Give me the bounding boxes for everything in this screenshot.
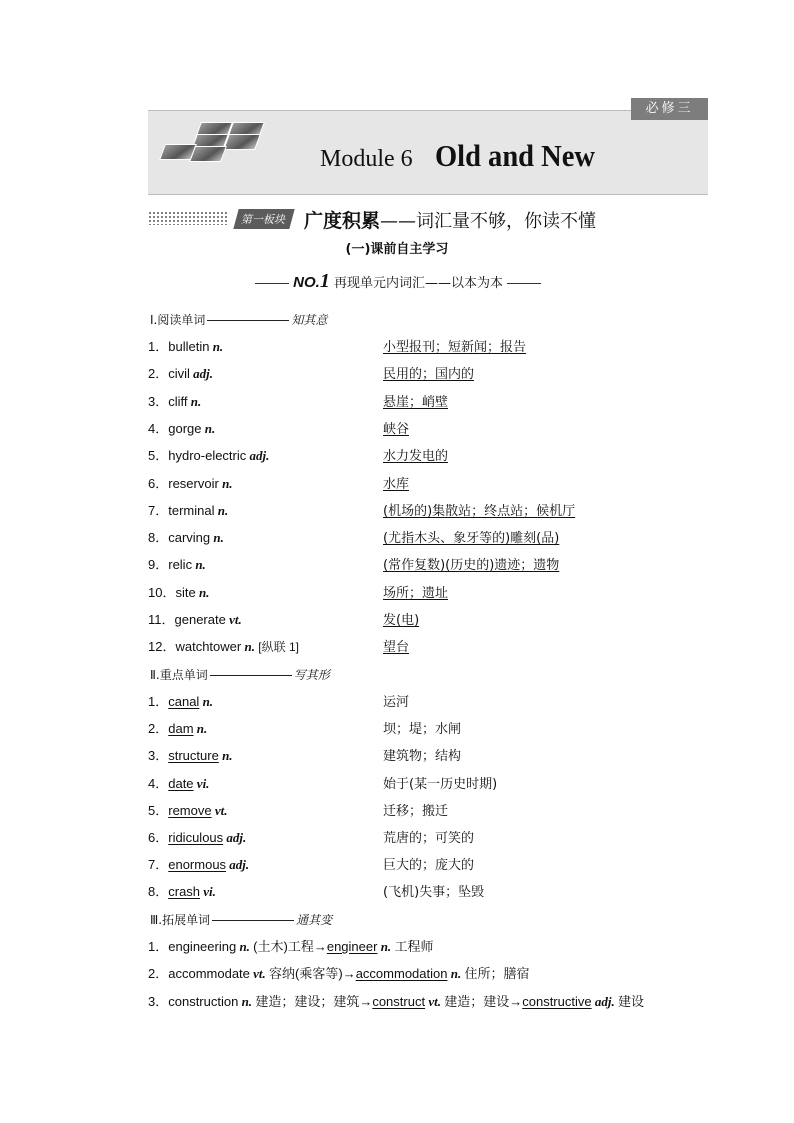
list-item <box>148 391 201 410</box>
reading-heading: Ⅰ.阅读单词 知其意 <box>150 313 328 327</box>
item-number: 12． <box>148 639 176 655</box>
list-item <box>148 363 213 382</box>
list-item <box>148 827 246 846</box>
list-item <box>148 854 249 873</box>
item-number: 3． <box>148 993 169 1009</box>
item-meaning <box>383 363 474 382</box>
section-title <box>304 206 596 233</box>
meaning-text: (尤指木头、象牙等的)雕刻(品) <box>383 531 560 547</box>
derived-meaning-2: 建设 <box>617 993 644 1009</box>
item-word: enormous <box>168 857 227 873</box>
item-pos: adj. <box>223 830 247 845</box>
list-item <box>148 691 213 710</box>
list-item <box>148 773 209 792</box>
item-pos: vi. <box>200 884 216 900</box>
item-meaning: 建造；建设；建筑→ <box>255 993 373 1009</box>
derived-pos: n. <box>447 966 465 982</box>
list-item <box>148 636 299 655</box>
item-number: 8． <box>148 530 169 546</box>
meaning-text: 小型报刊；短新闻；报告 <box>383 340 527 355</box>
item-meaning: 始于(某一历史时期) <box>383 776 498 792</box>
module-name: Old and New <box>435 138 596 173</box>
item-word: watchtower <box>175 639 242 655</box>
item-number: 7． <box>148 502 169 518</box>
item-word: cliff <box>168 393 188 409</box>
item-meaning: 运河 <box>383 695 410 710</box>
meaning-text: 民用的；国内的 <box>383 367 475 383</box>
item-number: 2． <box>148 721 169 737</box>
item-word: accommodate <box>168 966 250 982</box>
item-pos: n. <box>238 993 256 1009</box>
derived-word: accommodation <box>355 966 448 982</box>
item-pos: vt. <box>211 802 228 818</box>
item-word: generate <box>174 612 226 627</box>
item-word: carving <box>168 530 211 546</box>
item-word: structure <box>168 748 219 764</box>
module-number: Module 6 <box>320 146 413 172</box>
derived-word: engineer <box>326 939 378 954</box>
meaning-text: (机场的)集散站；终点站；候机厅 <box>383 503 576 519</box>
list-item <box>148 745 233 764</box>
list-item <box>148 609 242 628</box>
item-word: bulletin <box>168 339 210 354</box>
derived-pos: vt. <box>425 993 445 1009</box>
no-text: 再现单元内词汇 <box>333 276 425 291</box>
item-pos: n. <box>201 420 216 436</box>
item-meaning: (飞机)失事；坠毁 <box>383 885 485 901</box>
derived-word-2: constructive <box>522 993 592 1009</box>
no-number: 1 <box>319 270 330 292</box>
item-meaning <box>383 636 409 655</box>
item-meaning <box>383 391 448 410</box>
item-word: site <box>175 584 196 600</box>
derived-pos: n. <box>377 939 395 954</box>
item-pos: vi. <box>193 775 210 791</box>
section-tag: 第一板块 <box>233 209 294 229</box>
item-meaning: 巨大的；庞大的 <box>383 858 475 874</box>
item-meaning <box>383 554 559 573</box>
item-pos: vt. <box>249 966 270 982</box>
item-number: 4． <box>148 775 169 791</box>
list-item <box>148 418 215 437</box>
item-pos: adj. <box>189 366 214 382</box>
item-pos: n. <box>214 502 229 518</box>
item-meaning <box>383 418 409 437</box>
dot-pattern <box>148 211 228 225</box>
item-number: 5． <box>148 448 169 464</box>
module-title <box>320 138 602 174</box>
item-meaning: 迁移；搬迁 <box>383 803 449 819</box>
item-ref: [纵联 1] <box>254 640 299 655</box>
derived-meaning: 工程师 <box>394 939 434 954</box>
item-pos: n. <box>199 694 214 709</box>
list-item <box>148 718 207 737</box>
item-pos: adj. <box>246 448 270 464</box>
item-number: 5． <box>148 802 169 818</box>
item-number: 9． <box>148 557 169 573</box>
item-word: reservoir <box>168 475 219 491</box>
item-number: 11． <box>148 612 175 627</box>
item-pos: n. <box>195 584 210 600</box>
meaning-text: 发(电) <box>383 613 420 628</box>
extend-heading: Ⅲ.拓展单词 通其变 <box>150 913 333 927</box>
key-heading: Ⅱ.重点单词 写其形 <box>150 668 330 682</box>
meaning-text: 悬崖；峭壁 <box>383 394 449 410</box>
item-word: hydro-electric <box>168 448 247 464</box>
meaning-text: 水库 <box>383 476 410 492</box>
item-number: 7． <box>148 857 169 873</box>
item-pos: n. <box>236 939 254 954</box>
item-word: relic <box>168 557 193 573</box>
item-number: 2． <box>148 366 169 382</box>
landscape-photos-icon <box>158 120 253 160</box>
item-word: construction <box>168 993 239 1009</box>
no-suffix: ——以本为本 <box>424 276 503 291</box>
book-tag: 必修三 <box>631 98 708 120</box>
meaning-text: 水力发电的 <box>383 449 449 465</box>
item-number: 8． <box>148 884 169 900</box>
list-item <box>148 554 206 573</box>
derived-pos-2: adj. <box>591 993 618 1009</box>
item-number: 3． <box>148 748 169 764</box>
item-pos: n. <box>193 721 208 737</box>
item-pos: n. <box>210 530 224 546</box>
item-meaning: 荒唐的；可笑的 <box>383 831 475 846</box>
list-item <box>148 582 209 601</box>
item-word: ridiculous <box>168 830 224 845</box>
item-meaning: (土木)工程→ <box>253 939 327 954</box>
no1-heading <box>255 270 570 293</box>
no-label: NO. <box>293 274 320 291</box>
item-meaning <box>383 527 559 546</box>
list-item <box>148 473 233 492</box>
list-item <box>148 336 223 355</box>
item-pos: n. <box>218 748 233 764</box>
item-meaning <box>383 473 409 492</box>
list-item <box>148 991 644 1010</box>
list-item <box>148 527 224 546</box>
item-word: remove <box>168 802 212 818</box>
item-meaning <box>383 445 448 464</box>
list-item <box>148 445 269 464</box>
meaning-text: 场所；遗址 <box>383 585 449 601</box>
list-item <box>148 500 228 519</box>
item-number: 1． <box>148 939 169 954</box>
item-meaning: 坝；堤；水闸 <box>383 722 462 738</box>
item-number: 10． <box>148 584 176 600</box>
item-number: 4． <box>148 420 169 436</box>
item-number: 3． <box>148 393 169 409</box>
item-word: terminal <box>168 502 215 518</box>
item-word: date <box>168 775 194 791</box>
item-number: 1． <box>148 339 169 354</box>
item-word: canal <box>168 694 200 709</box>
derived-meaning: 住所；膳宿 <box>464 966 530 982</box>
list-item <box>148 936 433 955</box>
item-pos: n. <box>187 393 202 409</box>
section-bar <box>148 206 748 230</box>
item-number: 6． <box>148 830 169 845</box>
item-pos: n. <box>209 339 224 354</box>
item-word: civil <box>168 366 190 382</box>
item-meaning: 容纳(乘客等)→ <box>269 966 356 982</box>
item-meaning <box>383 500 575 519</box>
item-meaning <box>383 336 526 355</box>
section-subtitle: ——词汇量不够，你读不懂 <box>380 211 597 232</box>
item-pos: n. <box>218 475 233 491</box>
section-title-main: 广度积累 <box>304 210 381 232</box>
part-title: (一)课前自主学习 <box>345 242 449 257</box>
meaning-text: (常作复数)(历史的)遗迹；遗物 <box>383 558 560 574</box>
item-pos: vt. <box>225 612 242 627</box>
item-word: gorge <box>168 420 202 436</box>
list-item <box>148 881 216 900</box>
item-pos: n. <box>192 557 206 573</box>
meaning-text: 峡谷 <box>383 421 410 437</box>
item-meaning: 建筑物；结构 <box>383 749 462 765</box>
item-number: 2． <box>148 966 169 982</box>
item-pos: adj. <box>226 857 250 873</box>
list-item <box>148 800 227 819</box>
item-word: crash <box>168 884 201 900</box>
item-word: dam <box>168 721 194 737</box>
meaning-text: 望台 <box>383 640 410 656</box>
derived-meaning: 建造；建设→ <box>444 993 523 1009</box>
item-meaning <box>383 609 419 628</box>
derived-word: construct <box>372 993 426 1009</box>
item-number: 6． <box>148 475 169 491</box>
item-meaning <box>383 582 448 601</box>
item-pos: n. <box>241 639 255 655</box>
list-item <box>148 963 529 982</box>
item-word: engineering <box>168 939 237 954</box>
item-number: 1． <box>148 694 169 709</box>
